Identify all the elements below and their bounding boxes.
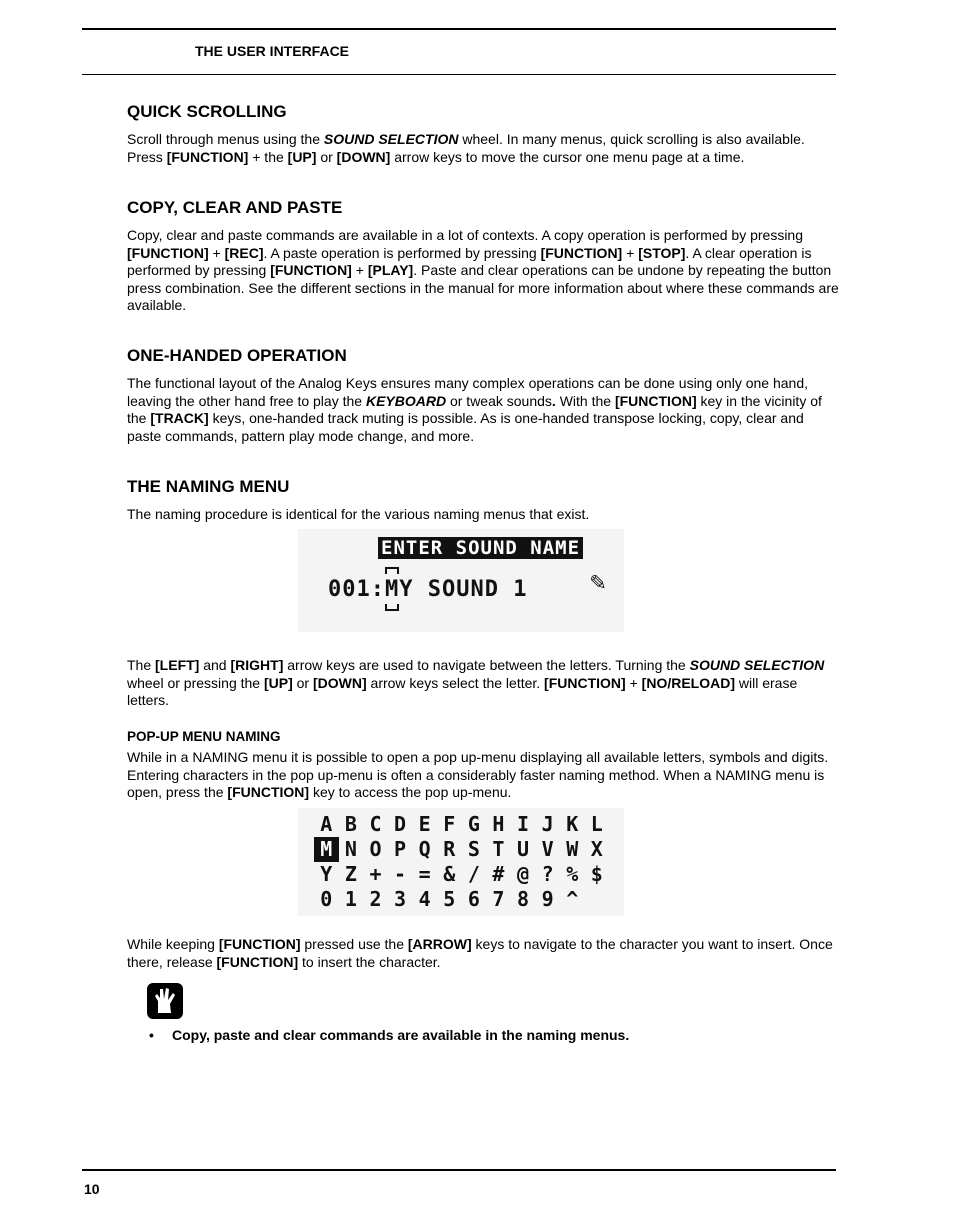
popup-insert-paragraph (127, 936, 839, 971)
popup-grid-cell: 5 (443, 887, 456, 911)
popup-grid-row (314, 887, 609, 912)
popup-screen-illustration (298, 808, 624, 916)
naming-navigation-paragraph (127, 657, 839, 710)
popup-naming-paragraph (127, 749, 839, 802)
naming-intro-text: The naming procedure is identical for the various naming menus that exist. (127, 506, 590, 522)
popup-grid-cell: H (492, 812, 505, 836)
popup-grid-cell: & (443, 862, 456, 886)
popup-grid-cell: 2 (369, 887, 382, 911)
naming-screen-cursor-char: M (384, 577, 400, 602)
popup-grid-cell: ^ (566, 887, 579, 911)
header-rule-top (82, 28, 836, 30)
popup-grid-cell: D (394, 812, 407, 836)
popup-grid-cell: G (467, 812, 480, 836)
popup-grid-cell: N (344, 837, 357, 861)
popup-grid-row (314, 812, 609, 837)
popup-grid-cell: P (394, 837, 407, 861)
tip-bullet: • (149, 1027, 154, 1043)
popup-grid-cell: $ (590, 862, 603, 886)
heading-naming-menu: THE NAMING MENU (127, 477, 290, 496)
popup-grid-cell: - (394, 862, 407, 886)
popup-grid-cell: + (369, 862, 382, 886)
popup-grid-cell: 8 (517, 887, 530, 911)
heading-popup-menu-naming: POP-UP MENU NAMING (127, 729, 281, 744)
popup-insert-text: While keeping [FUNCTION] pressed use the [ARROW] keys to navigate to the character you want to insert. Once there, release [FUNCTION] to insert the character. (127, 936, 833, 970)
naming-intro (127, 506, 839, 524)
popup-grid-cell: / (467, 862, 480, 886)
naming-screen-name-rest: Y SOUND 1 (399, 577, 528, 602)
popup-grid-cell: @ (517, 862, 530, 886)
popup-grid-cell: A (320, 812, 333, 836)
one-handed-paragraph (127, 375, 839, 445)
popup-grid-cell: Z (344, 862, 357, 886)
popup-grid-cell: L (590, 812, 603, 836)
hand-icon (147, 983, 183, 1019)
naming-screen-slot: 001: (328, 577, 385, 602)
naming-screen-cursor (385, 577, 399, 603)
footer-rule (82, 1169, 836, 1171)
popup-character-grid (314, 812, 609, 912)
popup-grid-cell: R (443, 837, 456, 861)
naming-screen-name-row (328, 577, 527, 603)
copy-clear-paste-text: Copy, clear and paste commands are available in a lot of contexts. A copy operation is performed by pressing [FUNCTION] + [REC]. A paste operation is performed by pressing [FUNCTION] + [STOP]. A clear operation is performed by pressing [FUNCTION] + [PLAY]. Paste and clear operations can be undone by repeating the button press combination. See the different sections in the manual for more information about where these commands are available. (127, 227, 839, 314)
naming-screen-illustration (298, 529, 624, 632)
header-rule-bottom (82, 74, 836, 75)
popup-grid-cell: F (443, 812, 456, 836)
popup-grid-cell: 6 (467, 887, 480, 911)
popup-grid-cell: V (541, 837, 554, 861)
popup-naming-text: While in a NAMING menu it is possible to open a pop up-menu displaying all available letters, symbols and digits. Entering characters in the pop up-menu is often a considerably faster naming method. When a NAMING menu is open, press the [FUNCTION] key to access the pop up-menu. (127, 749, 829, 801)
page-number: 10 (84, 1181, 100, 1197)
popup-grid-cell: J (541, 812, 554, 836)
quick-scrolling-text: Scroll through menus using the SOUND SELECTION wheel. In many menus, quick scrolling is also available. Press [FUNCTION] + the [UP] or [DOWN] arrow keys to move the cursor one menu page at a time. (127, 131, 805, 165)
popup-grid-cell: 0 (320, 887, 333, 911)
heading-copy-clear-paste: COPY, CLEAR AND PASTE (127, 198, 343, 217)
popup-grid-cell: 9 (541, 887, 554, 911)
popup-grid-cell: K (566, 812, 579, 836)
popup-grid-cell: T (492, 837, 505, 861)
popup-grid-cell: 7 (492, 887, 505, 911)
popup-grid-cell: Q (418, 837, 431, 861)
quick-scrolling-paragraph (127, 131, 839, 166)
popup-grid-cell: E (418, 812, 431, 836)
popup-grid-cell: Y (320, 862, 333, 886)
popup-grid-cell: 4 (418, 887, 431, 911)
popup-grid-cell: % (566, 862, 579, 886)
popup-grid-cell: ? (541, 862, 554, 886)
popup-grid-cell: O (369, 837, 382, 861)
cursor-bracket-bottom (385, 604, 399, 611)
popup-grid-row (314, 837, 609, 862)
popup-grid-cell: M (314, 837, 339, 862)
pencil-icon: ✎ (590, 567, 606, 597)
cursor-bracket-top (385, 567, 399, 574)
running-head: THE USER INTERFACE (195, 43, 350, 59)
popup-grid-cell: X (590, 837, 603, 861)
naming-screen-title: ENTER SOUND NAME (378, 537, 583, 559)
popup-grid-cell: I (517, 812, 530, 836)
copy-clear-paste-paragraph (127, 227, 839, 315)
popup-grid-cell: B (344, 812, 357, 836)
heading-one-handed-operation: ONE-HANDED OPERATION (127, 346, 347, 365)
popup-grid-cell: C (369, 812, 382, 836)
tip-text: Copy, paste and clear commands are available in the naming menus. (172, 1027, 630, 1043)
heading-quick-scrolling: QUICK SCROLLING (127, 102, 287, 121)
popup-grid-cell: U (517, 837, 530, 861)
popup-grid-cell: S (467, 837, 480, 861)
popup-grid-cell: = (418, 862, 431, 886)
popup-grid-row (314, 862, 609, 887)
popup-grid-cell: 3 (394, 887, 407, 911)
naming-navigation-text: The [LEFT] and [RIGHT] arrow keys are used to navigate between the letters. Turning the SOUND SELECTION wheel or pressing the [UP] or [DOWN] arrow keys select the letter. [FUNCTION] + [NO/RELOAD] will erase letters. (127, 657, 825, 709)
popup-grid-cell: # (492, 862, 505, 886)
one-handed-text: The functional layout of the Analog Keys ensures many complex operations can be done using only one hand, leaving the other hand free to play the KEYBOARD or tweak sounds. With the [FUNCTION] key in the vicinity of the [TRACK] keys, one-handed track muting is possible. As is one-handed transpose locking, copy, clear and paste commands, pattern play mode change, and more. (127, 375, 822, 444)
popup-grid-cell: 1 (344, 887, 357, 911)
popup-grid-cell: W (566, 837, 579, 861)
